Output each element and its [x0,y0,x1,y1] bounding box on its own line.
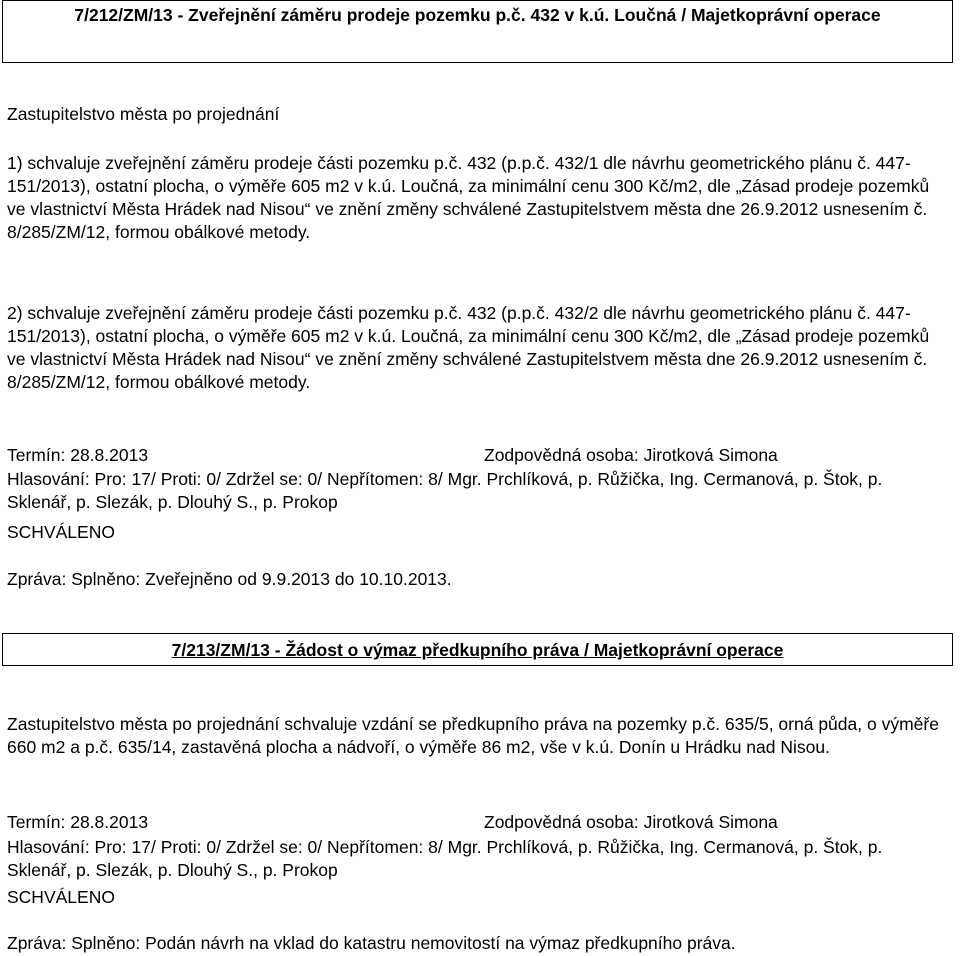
responsible-person: Zodpovědná osoba: Jirotková Simona [484,445,778,465]
section-title-text: 7/213/ZM/13 - Žádost o výmaz předkupního práva / Majetkoprávní operace [171,640,784,660]
responsible-person: Zodpovědná osoba: Jirotková Simona [484,812,778,832]
deadline-text: Termín: 28.8.2013 [7,812,149,832]
section-title-text: 7/212/ZM/13 - Zveřejnění záměru prodeje pozemku p.č. 432 v k.ú. Loučná / Majetkoprávní operace [74,5,881,25]
section-title-213 [2,633,953,666]
report-text: Zpráva: Splněno: Zveřejněno od 9.9.2013 do 10.10.2013. [7,569,452,589]
report-text: Zpráva: Splněno: Podán návrh na vklad do katastru nemovitostí na výmaz předkupního práva. [7,933,736,953]
voting-text: Hlasování: Pro: 17/ Proti: 0/ Zdržel se: 0/ Nepřítomen: 8/ Mgr. Prchlíková, p. Růžička, Ing. Cermanová, p. Štok, p. Sklenář, p. Slezák, p. Dlouhý S., p. Prokop [7,837,883,881]
voting-text: Hlasování: Pro: 17/ Proti: 0/ Zdržel se: 0/ Nepřítomen: 8/ Mgr. Prchlíková, p. Růžička, Ing. Cermanová, p. Štok, p. Sklenář, p. Slezák, p. Dlouhý S., p. Prokop [7,469,883,513]
section-title-212 [2,0,953,63]
status-approved: SCHVÁLENO [7,522,115,542]
resolution-item-2: 2) schvaluje zveřejnění záměru prodeje části pozemku p.č. 432 (p.p.č. 432/2 dle návrhu geometrického plánu č. 447-151/2013), ostatní plocha, o výměře 605 m2 v k.ú. Loučná, za minimální cenu 300 Kč/m2, dle „Zásad prodeje pozemků ve vlastnictví Města Hrádek nad Nisou“ ve znění změny schválené Zastupitelstvem města dne 26.9.2012 usnesením č. 8/285/ZM/12, formou obálkové metody. [7,303,930,393]
resolution-item-1: 1) schvaluje zveřejnění záměru prodeje části pozemku p.č. 432 (p.p.č. 432/1 dle návrhu geometrického plánu č. 447-151/2013), ostatní plocha, o výměře 605 m2 v k.ú. Loučná, za minimální cenu 300 Kč/m2, dle „Zásad prodeje pozemků ve vlastnictví Města Hrádek nad Nisou“ ve znění změny schválené Zastupitelstvem města dne 26.9.2012 usnesením č. 8/285/ZM/12, formou obálkové metody. [7,153,930,243]
deadline-text: Termín: 28.8.2013 [7,445,149,465]
resolution-body: Zastupitelstvo města po projednání schvaluje vzdání se předkupního práva na pozemky p.č. 635/5, orná půda, o výměře 660 m2 a p.č. 635/14, zastavěná plocha a nádvoří, o výměře 86 m2, vše v k.ú. Donín u Hrádku nad Nisou. [7,714,939,758]
status-approved: SCHVÁLENO [7,887,115,907]
intro-text: Zastupitelstvo města po projednání [7,104,280,124]
